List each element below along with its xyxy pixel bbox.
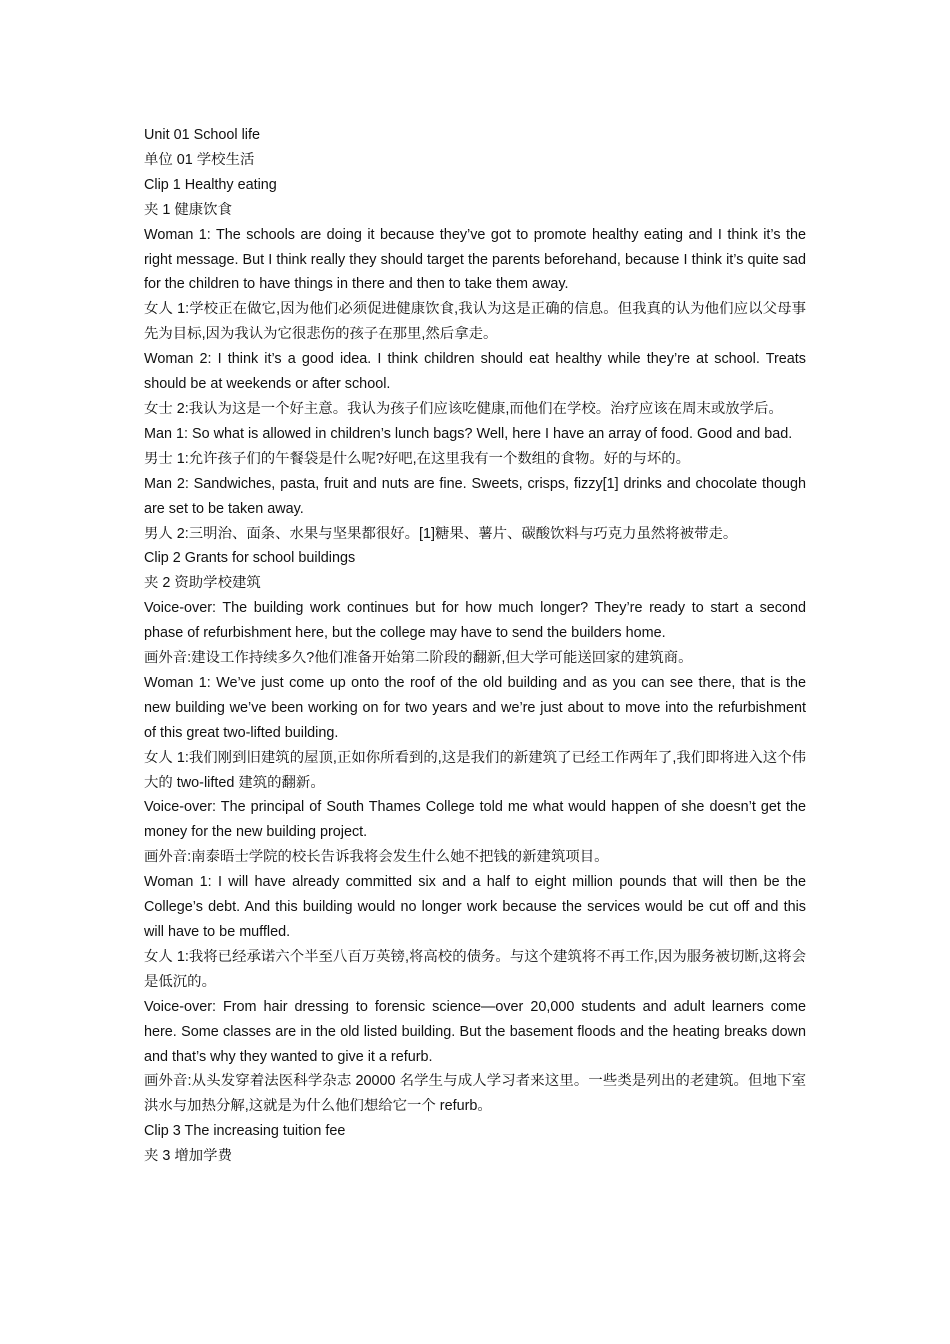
- transcript-paragraph: Man 2: Sandwiches, pasta, fruit and nuts are fine. Sweets, crisps, fizzy[1] drinks and chocolate though are set to be taken away.: [144, 475, 806, 517]
- clip-heading-translation: 夹 1 健康饮食: [144, 201, 232, 218]
- document-body: [144, 123, 806, 1169]
- translation-paragraph: 女人 1:我将已经承诺六个半至八百万英镑,将高校的债务。与这个建筑将不再工作,因为服务被切断,这将会是低沉的。: [144, 948, 806, 990]
- transcript-paragraph: Woman 1: We’ve just come up onto the roof of the old building and as you can see there, that is the new building we’ve been working on for two years and we’re just about to move into the refurbishment of this great two-lifted building.: [144, 674, 806, 741]
- transcript-paragraph: Voice-over: From hair dressing to forensic science—over 20,000 students and adult learners come here. Some classes are in the old listed building. But the basement floods and the heating breaks down and that’s why they wanted to give it a refurb.: [144, 998, 806, 1065]
- clip-heading: Clip 1 Healthy eating: [144, 176, 277, 193]
- translation-paragraph: 女人 1:学校正在做它,因为他们必须促进健康饮食,我认为这是正确的信息。但我真的认为他们应以父母事先为目标,因为我认为它很悲伤的孩子在那里,然后拿走。: [144, 301, 806, 343]
- transcript-paragraph: Voice-over: The building work continues but for how much longer? They’re ready to start a second phase of refurbishment here, but the college may have to send the builders home.: [144, 600, 806, 642]
- clip-heading-translation: 夹 3 增加学费: [144, 1148, 232, 1165]
- translation-paragraph: 画外音:从头发穿着法医科学杂志 20000 名学生与成人学习者来这里。一些类是列出的老建筑。但地下室洪水与加热分解,这就是为什么他们想给它一个 refurb。: [144, 1073, 806, 1115]
- transcript-paragraph: Woman 2: I think it’s a good idea. I think children should eat healthy while they’re at school. Treats should be at weekends or after school.: [144, 351, 806, 393]
- clip-heading: Clip 3 The increasing tuition fee: [144, 1123, 346, 1140]
- translation-paragraph: 男人 2:三明治、面条、水果与坚果都很好。[1]糖果、薯片、碳酸饮料与巧克力虽然将被带走。: [144, 525, 738, 542]
- translation-paragraph: 女士 2:我认为这是一个好主意。我认为孩子们应该吃健康,而他们在学校。治疗应该在周末或放学后。: [144, 400, 783, 417]
- transcript-paragraph: Voice-over: The principal of South Thames College told me what would happen of she doesn’t get the money for the new building project.: [144, 799, 806, 841]
- transcript-paragraph: Woman 1: The schools are doing it because they’ve got to promote healthy eating and I think it’s the right message. But I think really they should target the parents beforehand, because I think it’s quite sad for the children to have things in there and then to take them away.: [144, 226, 806, 293]
- clip-heading: Clip 2 Grants for school buildings: [144, 550, 356, 567]
- translation-paragraph: 画外音:建设工作持续多久?他们准备开始第二阶段的翻新,但大学可能送回家的建筑商。: [144, 650, 693, 667]
- translation-paragraph: 女人 1:我们刚到旧建筑的屋顶,正如你所看到的,这是我们的新建筑了已经工作两年了,我们即将进入这个伟大的 two-lifted 建筑的翻新。: [144, 749, 806, 791]
- transcript-paragraph: Man 1: So what is allowed in children’s lunch bags? Well, here I have an array of food. Good and bad.: [144, 425, 793, 442]
- transcript-paragraph: Woman 1: I will have already committed six and a half to eight million pounds that will then be the College’s debt. And this building would no longer work because the services would be cut off and this will have to be muffled.: [144, 874, 806, 940]
- unit-title: Unit 01 School life: [144, 127, 260, 143]
- clip-heading-translation: 夹 2 资助学校建筑: [144, 575, 261, 592]
- translation-paragraph: 画外音:南泰晤士学院的校长告诉我将会发生什么她不把钱的新建筑项目。: [144, 849, 609, 866]
- translation-paragraph: 男士 1:允许孩子们的午餐袋是什么呢?好吧,在这里我有一个数组的食物。好的与坏的。: [144, 450, 691, 467]
- unit-title-translation: 单位 01 学校生活: [144, 151, 255, 168]
